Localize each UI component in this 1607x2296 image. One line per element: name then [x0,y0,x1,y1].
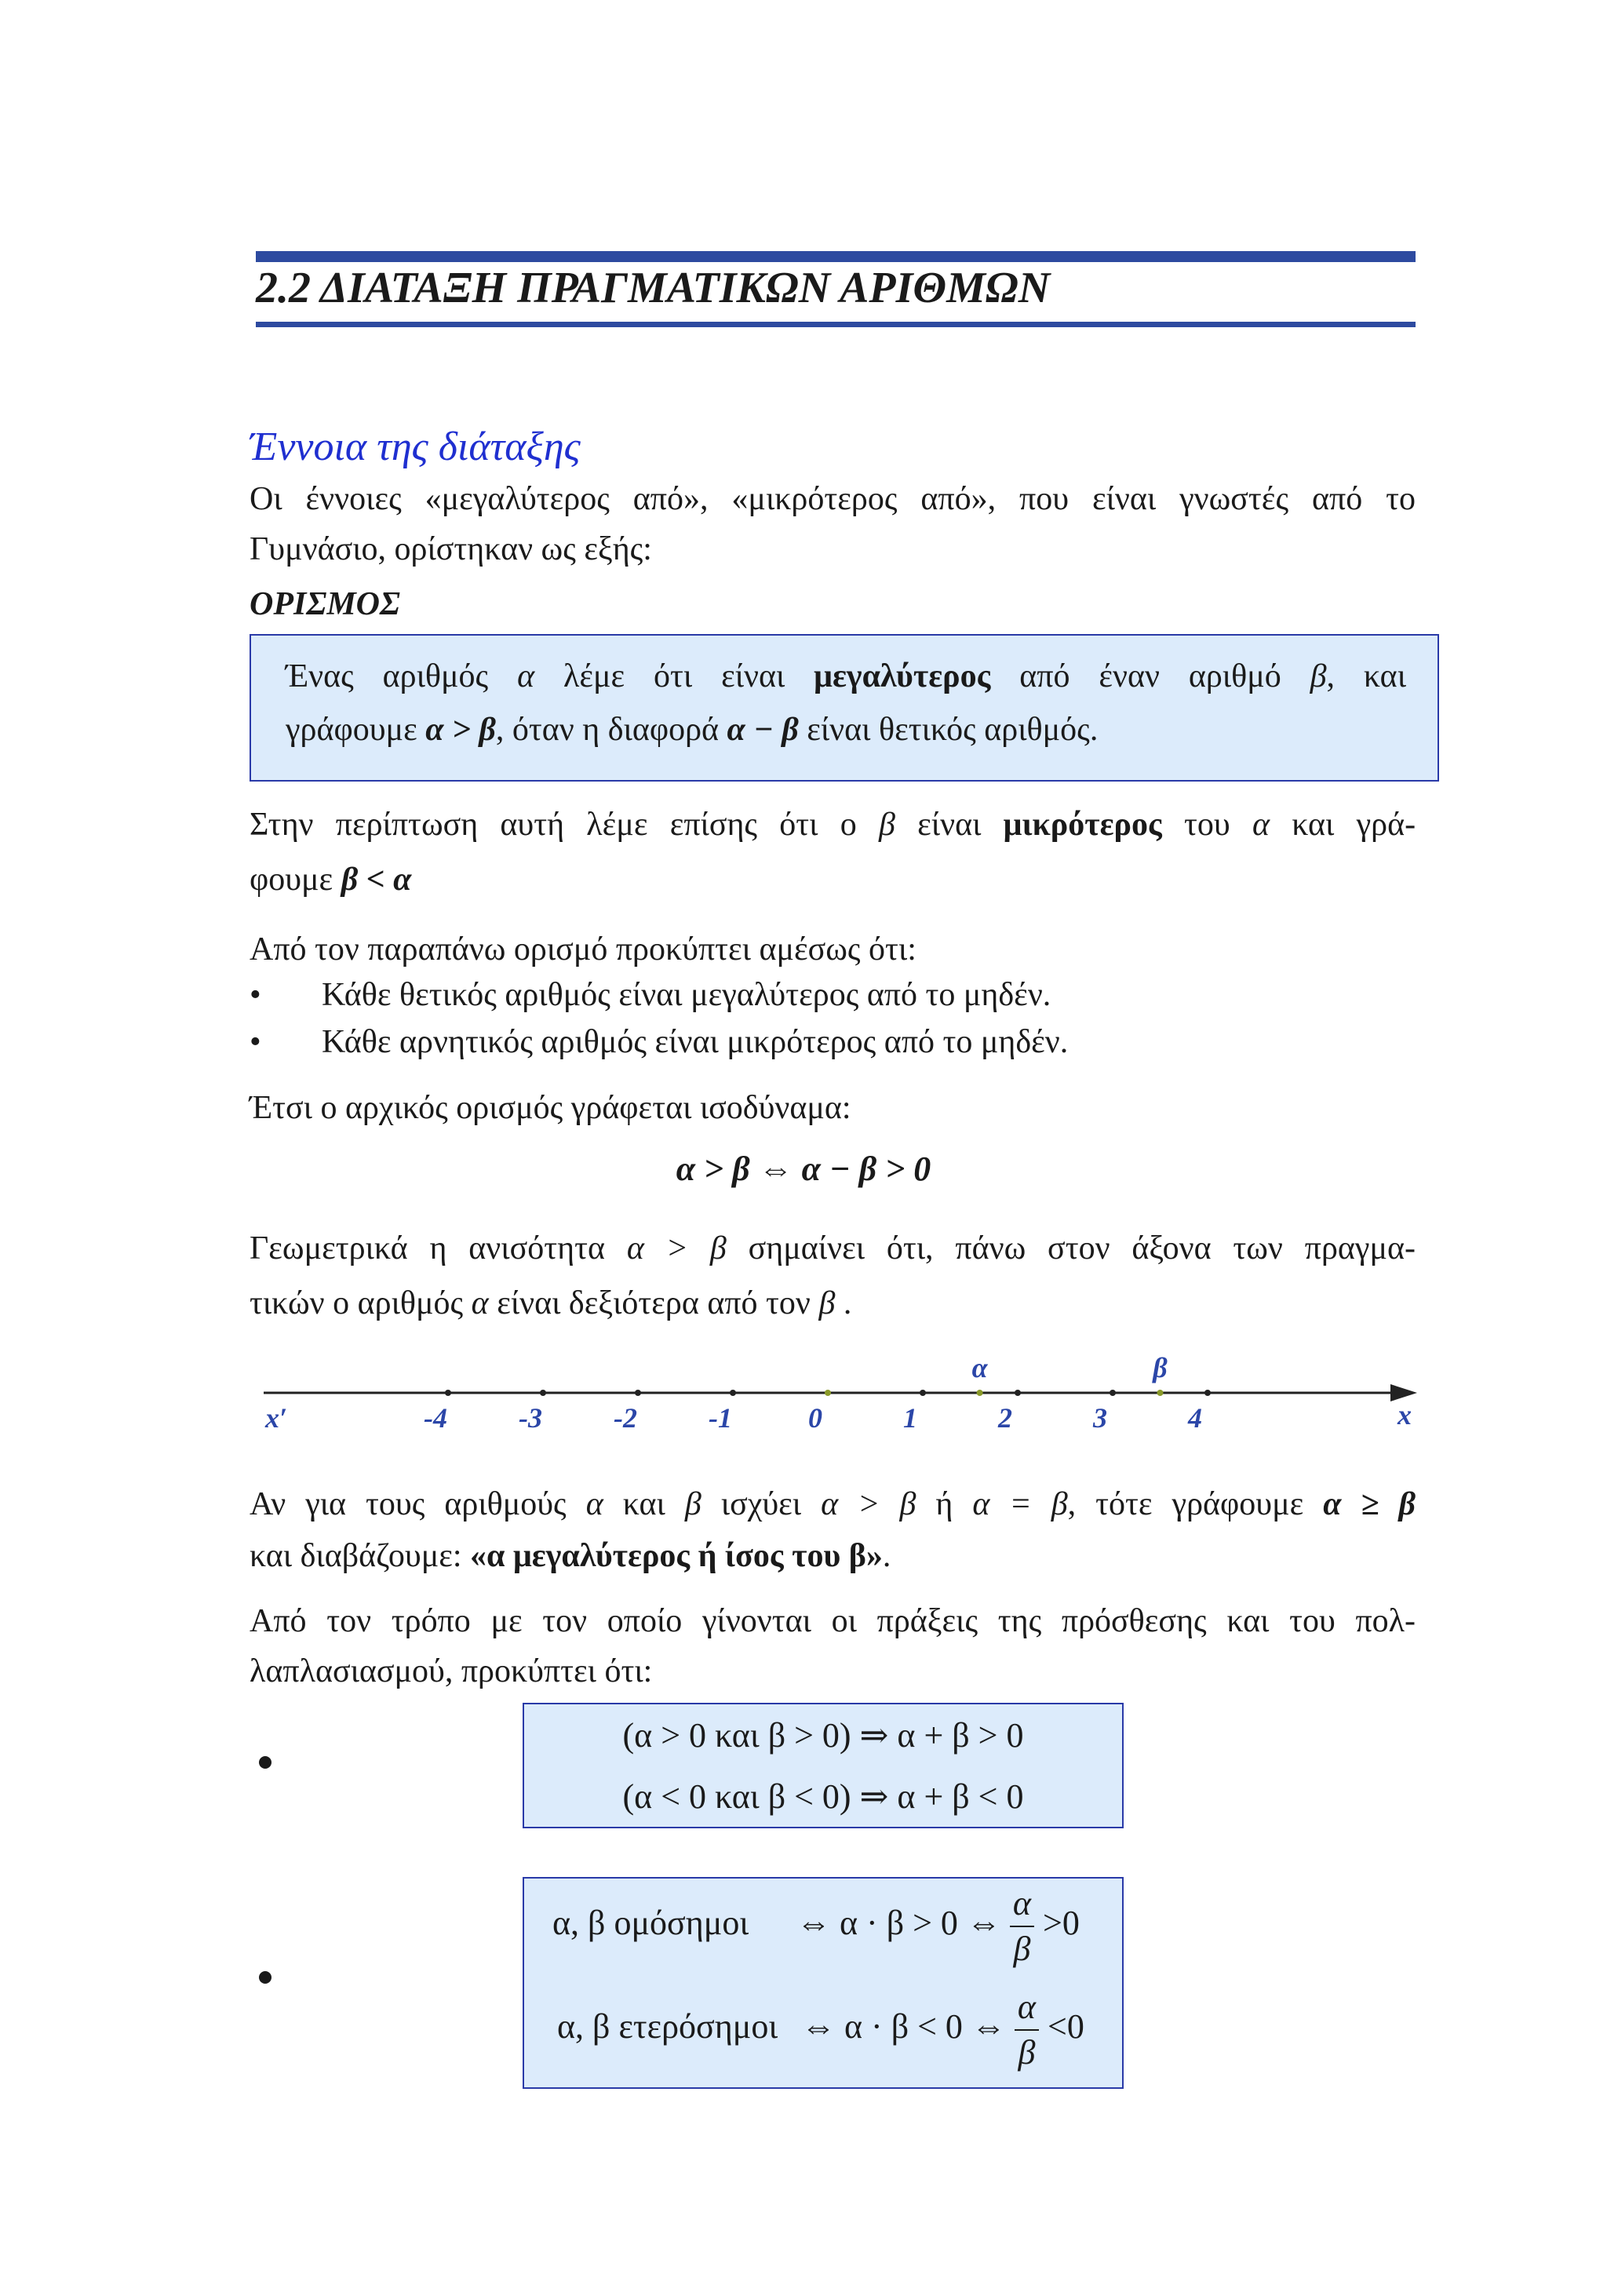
geo-text-1a: Γεωμετρικά η ανισότητα [250,1230,605,1266]
fraction [1015,1990,1039,2070]
point-label: β [1153,1352,1168,1383]
tick-mark [825,1390,831,1396]
def-diff: α − β [727,712,799,748]
intro-line-2: Γυμνάσιο, ορίστηκαν ως εξής: [250,531,652,567]
chapter-title: 2.2 ΔΙΑΤΑΞΗ ΠΡΑΓΜΑΤΙΚΩΝ ΑΡΙΘΜΩΝ [256,264,1051,312]
tick-label: 0 [808,1402,822,1434]
geo-text-2a: τικών ο αριθμός [250,1285,464,1321]
geo-ineq: α > β [626,1230,727,1266]
ge-text-1e: , τότε γράφουμε [1067,1486,1304,1522]
geo-text-2c: . [843,1285,852,1321]
ge-beta: β [684,1486,701,1522]
opposite-sign-row [557,1990,1084,2070]
fraction-denominator: β [1013,1930,1031,1968]
tick-label: 1 [903,1402,917,1434]
fraction [1010,1886,1034,1966]
intro-line-1: Οι έννοιες «μεγαλύτερος από», «μικρότερος από», που είναι γνωστές από το [250,481,1416,517]
operations-line-2: λαπλασιασμού, προκύπτει ότι: [250,1653,653,1689]
tick-mark [1204,1390,1211,1396]
ge-quote: «α μεγαλύτερος ή ίσος του β» [470,1538,883,1574]
equivalent-text: Έτσι ο αρχικός ορισμός γράφεται ισοδύναμα: [250,1090,851,1126]
bullet-text: Κάθε αρνητικός αριθμός είναι μικρότερος από το μηδέν. [322,1024,1069,1060]
ge-text-1b: και [622,1486,665,1522]
ge-text-2b: . [882,1538,891,1574]
ge-text-1d: ή [935,1486,953,1522]
point-label: α [971,1352,988,1383]
fraction-numerator: α [1010,1886,1034,1927]
case-line-1 [250,797,1416,852]
def-alpha: α [517,658,535,694]
case-text-1c: του [1184,807,1230,843]
def-text-1b: λέμε ότι είναι [563,658,785,694]
geo-text-1b: σημαίνει ότι, πάνω στον άξονα των πραγμα- [748,1230,1416,1266]
case-text-2a: φουμε [250,862,333,898]
geo-alpha: α [471,1285,489,1321]
tick-label: -4 [424,1402,447,1434]
tick-label: 2 [998,1402,1012,1434]
case-text-1b: είναι [917,807,982,843]
ge-line-1 [250,1478,1416,1530]
tick-mark [920,1390,926,1396]
operations-line-1: Από τον τρόπο με τον οποίο γίνονται οι πράξεις της πρόσθεσης και του πολ- [250,1603,1416,1639]
consequence-intro: Από τον παραπάνω ορισμό προκύπτει αμέσως ότι: [250,931,916,968]
tick-mark [540,1390,546,1396]
operations-paragraph [250,1596,1416,1696]
tick-label: 4 [1188,1402,1202,1434]
case-beta: β [878,807,895,843]
ge-text-2a: και διαβάζουμε: [250,1538,462,1574]
def-text-1d: , και [1326,658,1406,694]
definition-box [250,634,1439,782]
def-text-2b: , όταν η διαφορά [495,712,720,748]
tick-label: -2 [614,1402,637,1434]
def-text-2a: γράφουμε [286,712,417,748]
axis-left-label: x′ [264,1402,288,1434]
tick-label: -3 [519,1402,542,1434]
bullet-dot [259,1756,271,1769]
bullet-dot: • [250,977,261,1013]
tick-mark [730,1390,736,1396]
fraction-denominator: β [1018,2033,1036,2072]
def-text-2c: είναι θετικός αριθμός. [807,712,1099,748]
sum-rule-negative: (α < 0 και β < 0) ⇒ α + β < 0 [622,1777,1024,1816]
definition-line-1 [286,650,1406,703]
sum-rules-box [523,1703,1124,1828]
def-text-1a: Ένας αριθμός [286,658,489,694]
sum-rule-positive: (α > 0 και β > 0) ⇒ α + β > 0 [622,1716,1024,1755]
tick-label: -1 [709,1402,732,1434]
bullet-dot: • [250,1024,261,1060]
bullet-item [250,971,1051,1019]
point-marker [977,1390,983,1396]
bullet-dot [259,1971,271,1984]
sign-rules-box [523,1877,1124,2089]
case-ineq: β < α [341,862,412,898]
same-sign-label: α, β ομόσημοι [552,1904,749,1943]
intro-paragraph [250,474,1416,574]
definition-text [286,650,1406,756]
top-rule [256,251,1416,262]
fraction-numerator: α [1015,1990,1039,2031]
opposite-sign-label: α, β ετερόσημοι [557,2007,778,2046]
ge-text-1a: Αν για τους αριθμούς [250,1486,567,1522]
geo-text-2b: είναι δεξιότερα από τον [497,1285,811,1321]
ge-paragraph [250,1478,1416,1582]
bullet-text: Κάθε θετικός αριθμός είναι μεγαλύτερος από το μηδέν. [322,977,1051,1013]
case-alpha: α [1252,807,1270,843]
same-sign-row [552,1886,1080,1966]
bullet-item [250,1019,1068,1066]
number-line [0,1334,1607,1452]
ge-text-1c: ισχύει [720,1486,802,1522]
ge-ineq3: α ≥ β [1323,1486,1416,1522]
case-text-1d: και γρά- [1292,807,1416,843]
def-beta: β [1310,658,1327,694]
tick-mark [635,1390,641,1396]
tick-mark [1110,1390,1116,1396]
ge-ineq2: α = β [972,1486,1068,1522]
equivalent-equation: α > β ⇔ α − β > 0 [676,1150,931,1188]
bottom-rule [256,322,1416,327]
def-text-1c: από έναν αριθμό [1019,658,1281,694]
case-text-1a: Στην περίπτωση αυτή λέμε επίσης ότι ο [250,807,857,843]
geometric-line-2 [250,1276,1416,1331]
case-line-2 [250,852,1416,907]
section-title: Έννοια της διάταξης [250,425,581,469]
ge-alpha: α [585,1486,603,1522]
opposite-sign-relation: ⇔ α · β < 0 ⇔ [801,2007,1006,2046]
ge-line-2 [250,1530,1416,1582]
tick-mark [445,1390,451,1396]
opposite-sign-end: <0 [1048,2007,1084,2046]
ge-ineq1: α > β [821,1486,916,1522]
geo-beta: β [818,1285,836,1321]
same-sign-relation: ⇔ α · β > 0 ⇔ [796,1904,1001,1943]
definition-label: ΟΡΙΣΜΟΣ [250,586,401,622]
tick-mark [1015,1390,1021,1396]
same-sign-end: >0 [1043,1904,1080,1943]
geometric-paragraph [250,1221,1416,1331]
tick-label: 3 [1093,1402,1107,1434]
case-paragraph [250,797,1416,907]
point-marker [1157,1390,1164,1396]
case-bold-smaller: μικρότερος [1003,807,1162,843]
geometric-line-1 [250,1221,1416,1276]
def-bold-greater: μεγαλύτερος [814,658,991,694]
axis-right-label: x [1397,1399,1412,1430]
definition-line-2 [286,712,1098,748]
def-ineq: α > β [425,712,496,748]
